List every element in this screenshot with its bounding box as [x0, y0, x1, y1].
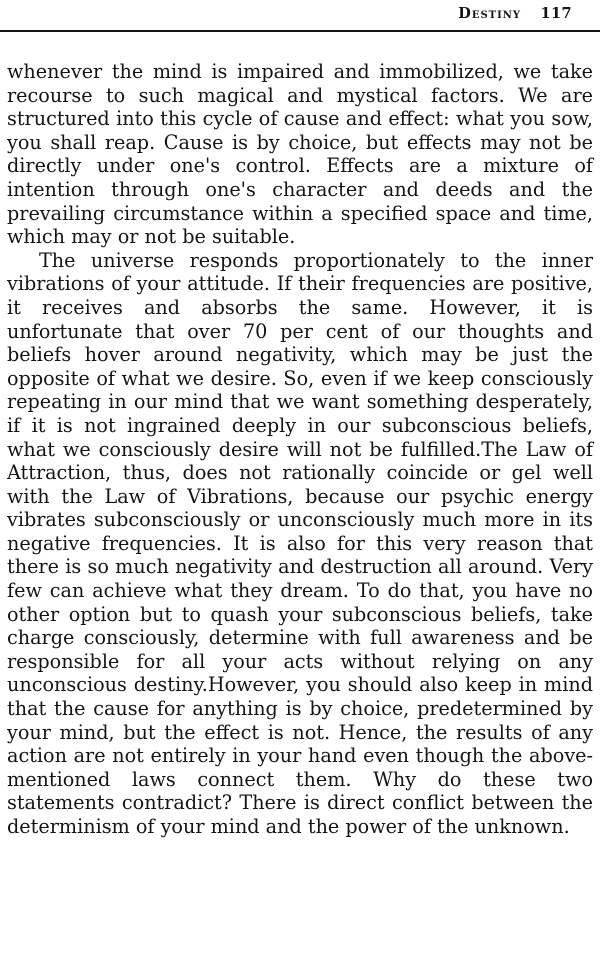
paragraph-continuation: whenever the mind is impaired and immobilized, we take recourse to such magical and mystical factors. We are structured into this cycle of cause and effect: what you sow, you shall reap. Cause is by choice, but effects may not be directly under one's control. Effects are a mixture of intention through one's character and deeds and the prevailing circumstance within a specified space and time, which may or not be suitable. [7, 60, 593, 249]
page-number: 117 [540, 5, 572, 22]
paragraph: The universe responds proportionately to the inner vibrations of your attitude. If their frequencies are positive, it receives and absorbs the same. However, it is unfortunate that over 70 per cent of our thoughts and beliefs hover around negativity, which may be just the opposite of what we desire. So, even if we keep consciously repeating in our mind that we want something desperately, if it is not ingrained deeply in our subconscious beliefs, what we consciously desire will not be fulfilled.The Law of Attraction, thus, does not rationally coincide or gel well with the Law of Vibrations, because our psychic energy vibrates subconsciously or unconsciously much more in its negative frequencies. It is also for this very reason that there is so much negativity and destruction all around. Very few can achieve what they dream. To do that, you have no other option but to quash your subconscious beliefs, take charge consciously, determine with full awareness and be responsible for all your acts without relying on any unconscious destiny.However, you should also keep in mind that the cause for anything is by choice, predetermined by your mind, but the effect is not. Hence, the results of any action are not entirely in your hand even though the above-mentioned laws connect them. Why do these two statements contradict? There is direct conflict between the determinism of your mind and the power of the unknown. [7, 248, 593, 838]
running-head [458, 5, 572, 22]
header-rule [0, 30, 600, 32]
body-text [7, 60, 593, 839]
chapter-title: Destiny [458, 5, 522, 22]
